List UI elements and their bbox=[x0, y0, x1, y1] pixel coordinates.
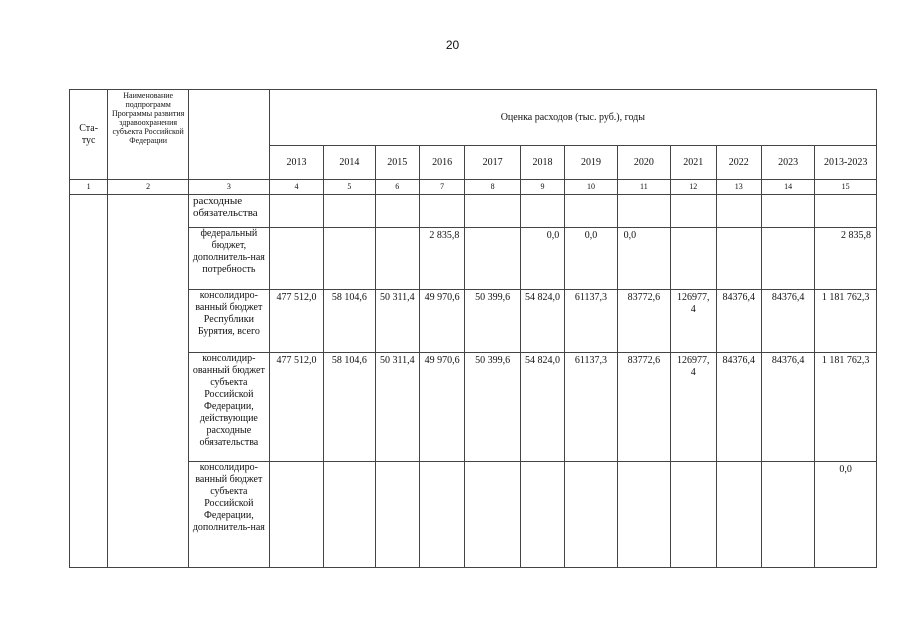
value-cell bbox=[465, 228, 520, 290]
value-cell bbox=[324, 228, 375, 290]
header-year: 2015 bbox=[375, 146, 419, 180]
header-status-text: Ста- тус bbox=[79, 122, 99, 146]
value-cell bbox=[520, 462, 564, 568]
value-cell bbox=[761, 462, 814, 568]
value-cell: 0,0 bbox=[815, 462, 877, 568]
value-cell: 50 311,4 bbox=[375, 353, 419, 462]
value-cell: 50 399,6 bbox=[465, 353, 520, 462]
value-cell: 58 104,6 bbox=[324, 353, 375, 462]
value-cell bbox=[269, 195, 323, 228]
header-year: 2023 bbox=[761, 146, 814, 180]
funding-source-cell: консолидиро-ванный бюджет Республики Бурятия, всего bbox=[189, 290, 270, 353]
value-cell: 50 311,4 bbox=[375, 290, 419, 353]
column-index: 14 bbox=[761, 180, 814, 195]
column-index: 3 bbox=[189, 180, 270, 195]
value-cell bbox=[465, 462, 520, 568]
column-index: 13 bbox=[716, 180, 761, 195]
value-cell bbox=[565, 195, 617, 228]
value-cell: 49 970,6 bbox=[419, 353, 464, 462]
header-year: 2014 bbox=[324, 146, 375, 180]
value-cell: 61137,3 bbox=[565, 353, 617, 462]
value-cell bbox=[375, 195, 419, 228]
value-cell bbox=[761, 228, 814, 290]
value-cell bbox=[269, 228, 323, 290]
value-cell bbox=[419, 462, 464, 568]
value-cell bbox=[716, 195, 761, 228]
header-estimate-title bbox=[269, 90, 876, 146]
column-index: 15 bbox=[815, 180, 877, 195]
table-row bbox=[70, 290, 877, 353]
value-cell bbox=[671, 195, 716, 228]
value-cell: 2 835,8 bbox=[815, 228, 877, 290]
column-index: 11 bbox=[617, 180, 670, 195]
value-cell bbox=[324, 462, 375, 568]
header-status bbox=[70, 90, 108, 180]
value-cell: 126977, 4 bbox=[671, 290, 716, 353]
value-cell: 1 181 762,3 bbox=[815, 290, 877, 353]
header-year: 2021 bbox=[671, 146, 716, 180]
value-cell bbox=[617, 195, 670, 228]
value-cell bbox=[815, 195, 877, 228]
value-cell bbox=[324, 195, 375, 228]
value-cell: 1 181 762,3 bbox=[815, 353, 877, 462]
funding-source-cell: федеральный бюджет, дополнитель-ная потребность bbox=[189, 228, 270, 290]
column-index: 4 bbox=[269, 180, 323, 195]
value-cell: 54 824,0 bbox=[520, 290, 564, 353]
value-cell bbox=[671, 462, 716, 568]
column-index: 1 bbox=[70, 180, 108, 195]
value-cell: 126977, 4 bbox=[671, 353, 716, 462]
value-cell: 84376,4 bbox=[716, 290, 761, 353]
funding-source-cell: консолидиро-ванный бюджет субъекта Российской Федерации, дополнитель-ная bbox=[189, 462, 270, 568]
table-row bbox=[70, 462, 877, 568]
header-subprogram-name-text: Наименование подпрограмм Программы развития здравоохранения субъекта Российской Федерации bbox=[112, 91, 185, 145]
header-year: 2016 bbox=[419, 146, 464, 180]
value-cell: 83772,6 bbox=[617, 353, 670, 462]
value-cell: 0,0 bbox=[617, 228, 670, 290]
column-index: 2 bbox=[108, 180, 189, 195]
status-cell bbox=[70, 195, 108, 568]
value-cell bbox=[465, 195, 520, 228]
column-index: 8 bbox=[465, 180, 520, 195]
value-cell: 84376,4 bbox=[761, 290, 814, 353]
value-cell: 50 399,6 bbox=[465, 290, 520, 353]
value-cell bbox=[269, 462, 323, 568]
subprogram-name-cell bbox=[108, 195, 189, 568]
column-index: 5 bbox=[324, 180, 375, 195]
page-number: 20 bbox=[445, 38, 460, 52]
value-cell: 58 104,6 bbox=[324, 290, 375, 353]
header-subprogram-name bbox=[108, 90, 189, 180]
value-cell: 0,0 bbox=[565, 228, 617, 290]
column-index: 9 bbox=[520, 180, 564, 195]
value-cell: 54 824,0 bbox=[520, 353, 564, 462]
funding-source-cell: консолидир-ованный бюджет субъекта Российской Федерации, действующие расходные обязательства bbox=[189, 353, 270, 462]
header-year: 2019 bbox=[565, 146, 617, 180]
header-estimate-title-text: Оценка расходов (тыс. руб.), годы bbox=[500, 111, 645, 123]
header-year: 2020 bbox=[617, 146, 670, 180]
value-cell bbox=[375, 228, 419, 290]
column-index: 7 bbox=[419, 180, 464, 195]
value-cell: 84376,4 bbox=[761, 353, 814, 462]
value-cell: 61137,3 bbox=[565, 290, 617, 353]
table-row bbox=[70, 228, 877, 290]
value-cell bbox=[716, 462, 761, 568]
value-cell bbox=[761, 195, 814, 228]
column-index: 6 bbox=[375, 180, 419, 195]
table-row bbox=[70, 353, 877, 462]
header-year: 2017 bbox=[465, 146, 520, 180]
value-cell: 477 512,0 bbox=[269, 290, 323, 353]
column-index: 12 bbox=[671, 180, 716, 195]
value-cell bbox=[375, 462, 419, 568]
value-cell: 477 512,0 bbox=[269, 353, 323, 462]
value-cell: 0,0 bbox=[520, 228, 564, 290]
value-cell: 2 835,8 bbox=[419, 228, 464, 290]
header-year: 2013 bbox=[269, 146, 323, 180]
header-year: 2022 bbox=[716, 146, 761, 180]
value-cell: 49 970,6 bbox=[419, 290, 464, 353]
value-cell bbox=[617, 462, 670, 568]
funding-source-cell: расходные обязательства bbox=[189, 195, 270, 228]
column-index: 10 bbox=[565, 180, 617, 195]
value-cell bbox=[671, 228, 716, 290]
header-row-1 bbox=[70, 90, 877, 146]
header-source-blank bbox=[189, 90, 270, 180]
index-row bbox=[70, 180, 877, 195]
value-cell bbox=[565, 462, 617, 568]
budget-table bbox=[69, 89, 877, 568]
value-cell bbox=[419, 195, 464, 228]
value-cell bbox=[520, 195, 564, 228]
value-cell: 83772,6 bbox=[617, 290, 670, 353]
header-year: 2018 bbox=[520, 146, 564, 180]
value-cell: 84376,4 bbox=[716, 353, 761, 462]
value-cell bbox=[716, 228, 761, 290]
table-row bbox=[70, 195, 877, 228]
header-year: 2013-2023 bbox=[815, 146, 877, 180]
